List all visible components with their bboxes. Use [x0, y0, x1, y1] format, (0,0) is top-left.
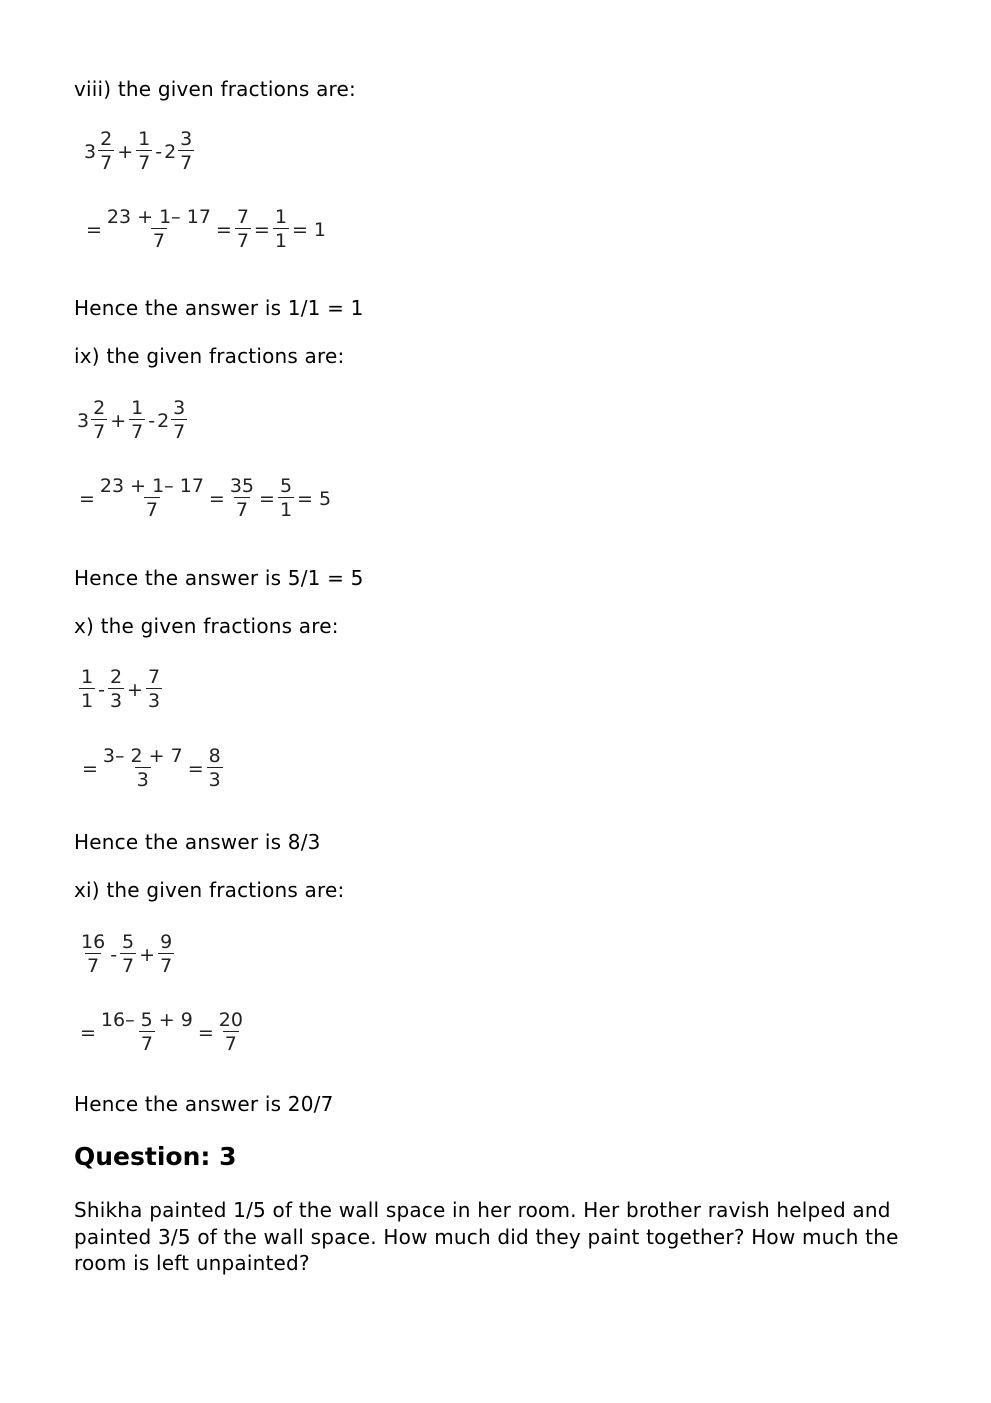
fraction: $\frac{2}{3}$ — [109, 666, 123, 712]
equals-sign: = — [79, 487, 95, 510]
fraction: $\frac{3}{7}$ — [180, 128, 193, 174]
operator: + — [117, 140, 134, 163]
fraction: $\frac{2}{7}$ — [100, 128, 113, 174]
part-viii-answer: Hence the answer is 1/1 = 1 — [74, 296, 364, 320]
part-viii-calculation — [84, 206, 328, 253]
fraction: $\frac{7}{3}$ — [147, 666, 161, 712]
whole-number: 2 — [157, 409, 170, 432]
fraction: $\frac{16- 5 + 9}{7}$ — [100, 1009, 193, 1055]
equals-sign: = — [259, 487, 275, 510]
fraction: $\frac{23 + 1- 17}{7}$ — [99, 475, 204, 521]
operator: + — [110, 409, 127, 432]
question-text: Shikha painted 1/5 of the wall space in her room. Her brother ravish helped and painted 3/5 of the wall space. How much did they paint together? How much the room is left unpainted? — [74, 1198, 899, 1275]
fraction: $\frac{8}{3}$ — [208, 745, 221, 791]
fraction: $\frac{1}{1}$ — [274, 206, 287, 252]
operator: - — [110, 943, 118, 966]
result: = 1 — [291, 218, 326, 241]
equals-sign: = — [208, 487, 225, 510]
equals-sign: = — [215, 218, 232, 241]
fraction: $\frac{9}{7}$ — [160, 931, 173, 977]
part-ix-calculation — [77, 475, 333, 522]
operator: - — [155, 140, 163, 163]
equals-sign: = — [82, 757, 98, 780]
fraction: $\frac{1}{7}$ — [131, 397, 144, 443]
part-viii-intro: viii) the given fractions are: — [74, 77, 356, 101]
part-viii-expression — [84, 128, 195, 175]
fraction: $\frac{1}{7}$ — [138, 128, 151, 174]
operator: + — [127, 678, 143, 701]
fraction: $\frac{5}{7}$ — [122, 931, 135, 977]
fraction: $\frac{23 + 1- 17}{7}$ — [106, 206, 211, 252]
whole-number: 3 — [84, 140, 97, 163]
whole-number: 2 — [164, 140, 177, 163]
part-ix-answer: Hence the answer is 5/1 = 5 — [74, 566, 364, 590]
whole-number: 3 — [77, 409, 90, 432]
equals-sign: = — [253, 218, 270, 241]
part-ix-intro: ix) the given fractions are: — [74, 344, 345, 368]
operator: - — [148, 409, 156, 432]
part-x-calculation — [80, 745, 224, 792]
fraction: $\frac{35}{7}$ — [229, 475, 255, 521]
equals-sign: = — [80, 1021, 96, 1044]
part-x-answer: Hence the answer is 8/3 — [74, 830, 321, 854]
equals-sign: = — [86, 218, 102, 241]
result: = 5 — [297, 487, 332, 510]
fraction: $\frac{2}{7}$ — [93, 397, 106, 443]
part-x-expression — [78, 666, 163, 713]
operator: - — [98, 678, 105, 701]
equals-sign: = — [197, 1021, 214, 1044]
part-xi-expression — [78, 931, 175, 978]
operator: + — [139, 943, 156, 966]
part-xi-calculation — [78, 1009, 246, 1056]
part-x-intro: x) the given fractions are: — [74, 614, 339, 638]
fraction: $\frac{20}{7}$ — [218, 1009, 243, 1055]
question-heading: Question: 3 — [74, 1142, 237, 1171]
fraction: $\frac{1}{1}$ — [81, 666, 94, 712]
part-xi-intro: xi) the given fractions are: — [74, 878, 345, 902]
fraction: $\frac{7}{7}$ — [236, 206, 249, 252]
fraction: $\frac{16}{7}$ — [81, 931, 106, 977]
fraction: $\frac{3- 2 + 7}{3}$ — [102, 745, 183, 791]
fraction: $\frac{5}{1}$ — [279, 475, 293, 521]
equals-sign: = — [187, 757, 204, 780]
part-xi-answer: Hence the answer is 20/7 — [74, 1092, 334, 1116]
fraction: $\frac{3}{7}$ — [173, 397, 186, 443]
part-ix-expression — [77, 397, 188, 444]
